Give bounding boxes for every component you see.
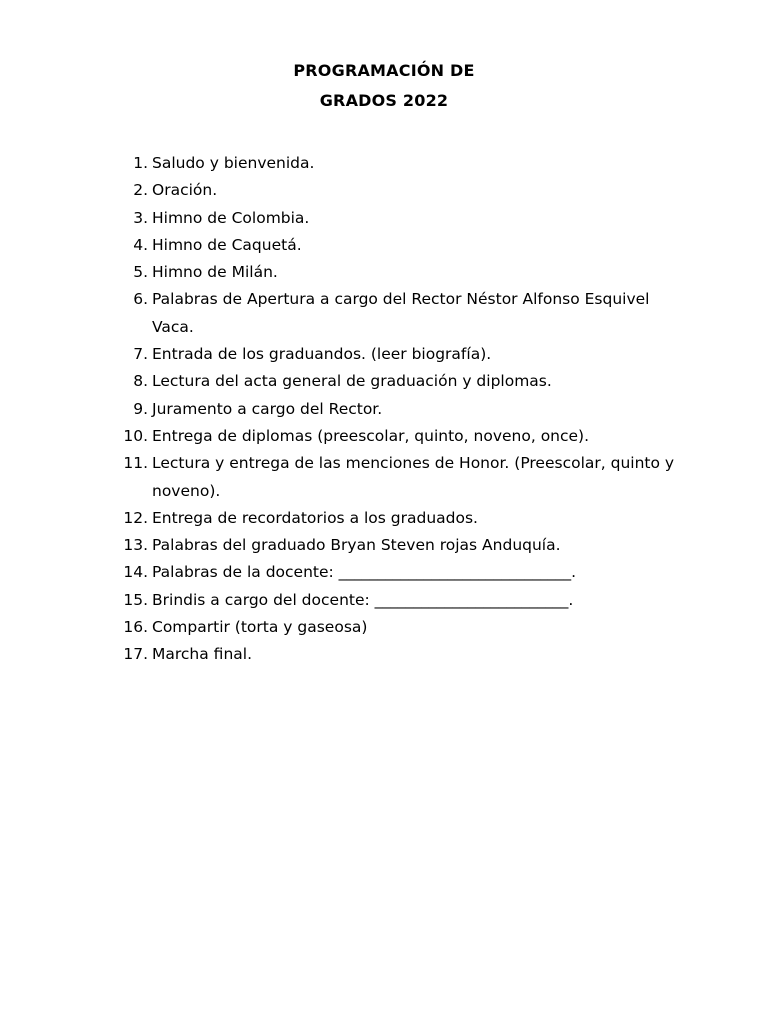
item-text: Entrega de recordatorios a los graduados. (152, 508, 478, 527)
program-item (118, 532, 678, 559)
program-item (118, 396, 678, 423)
item-text: Himno de Milán. (152, 263, 278, 282)
item-number: 10. (123, 426, 148, 445)
title-line-2: GRADOS 2022 (319, 91, 449, 110)
program-item (118, 286, 678, 341)
item-text: Marcha final. (152, 645, 252, 664)
item-number: 8. (133, 372, 148, 391)
program-item (118, 341, 678, 368)
item-text: Lectura del acta general de graduación y diplomas. (152, 372, 552, 391)
item-number: 9. (133, 399, 148, 418)
item-text: Entrega de diplomas (preescolar, quinto, noveno, once). (152, 426, 590, 445)
item-number: 4. (133, 235, 148, 254)
program-item (118, 505, 678, 532)
item-number: 3. (133, 208, 148, 227)
item-text: Palabras del graduado Bryan Steven rojas Anduquía. (152, 536, 561, 555)
document-title (0, 56, 768, 116)
item-text: Himno de Colombia. (152, 208, 310, 227)
program-item (118, 177, 678, 204)
item-text: Compartir (torta y gaseosa) (152, 618, 368, 637)
program-item (118, 450, 678, 505)
item-number: 12. (123, 508, 148, 527)
item-number: 14. (123, 563, 148, 582)
item-number: 17. (123, 645, 148, 664)
item-text: Entrada de los graduandos. (leer biografía). (152, 345, 492, 364)
item-number: 11. (123, 454, 148, 473)
item-number: 15. (123, 590, 148, 609)
item-number: 6. (133, 290, 148, 309)
program-item (118, 150, 678, 177)
program-item (118, 641, 678, 668)
item-text: Saludo y bienvenida. (152, 154, 315, 172)
item-text: Brindis a cargo del docente: _________________________. (152, 590, 574, 609)
item-text: Oración. (152, 181, 218, 200)
item-number: 5. (133, 263, 148, 282)
program-item (118, 614, 678, 641)
item-number: 7. (133, 345, 148, 364)
item-number: 2. (133, 181, 148, 200)
program-item (118, 559, 678, 586)
program-item (118, 205, 678, 232)
item-text: Palabras de Apertura a cargo del Rector Néstor Alfonso Esquivel Vaca. (152, 290, 650, 336)
program-item (118, 423, 678, 450)
title-line-1: PROGRAMACIÓN DE (293, 61, 475, 80)
program-list (118, 150, 678, 669)
program-item (118, 368, 678, 395)
item-text: Juramento a cargo del Rector. (152, 399, 383, 418)
item-text: Lectura y entrega de las menciones de Honor. (Preescolar, quinto y noveno). (152, 454, 675, 500)
item-text: Himno de Caquetá. (152, 235, 302, 254)
item-text: Palabras de la docente: ______________________________. (152, 563, 577, 582)
program-item (118, 232, 678, 259)
item-number: 1. (133, 154, 148, 172)
program-item (118, 587, 678, 614)
item-number: 16. (123, 618, 148, 637)
program-item (118, 259, 678, 286)
item-number: 13. (123, 536, 148, 555)
